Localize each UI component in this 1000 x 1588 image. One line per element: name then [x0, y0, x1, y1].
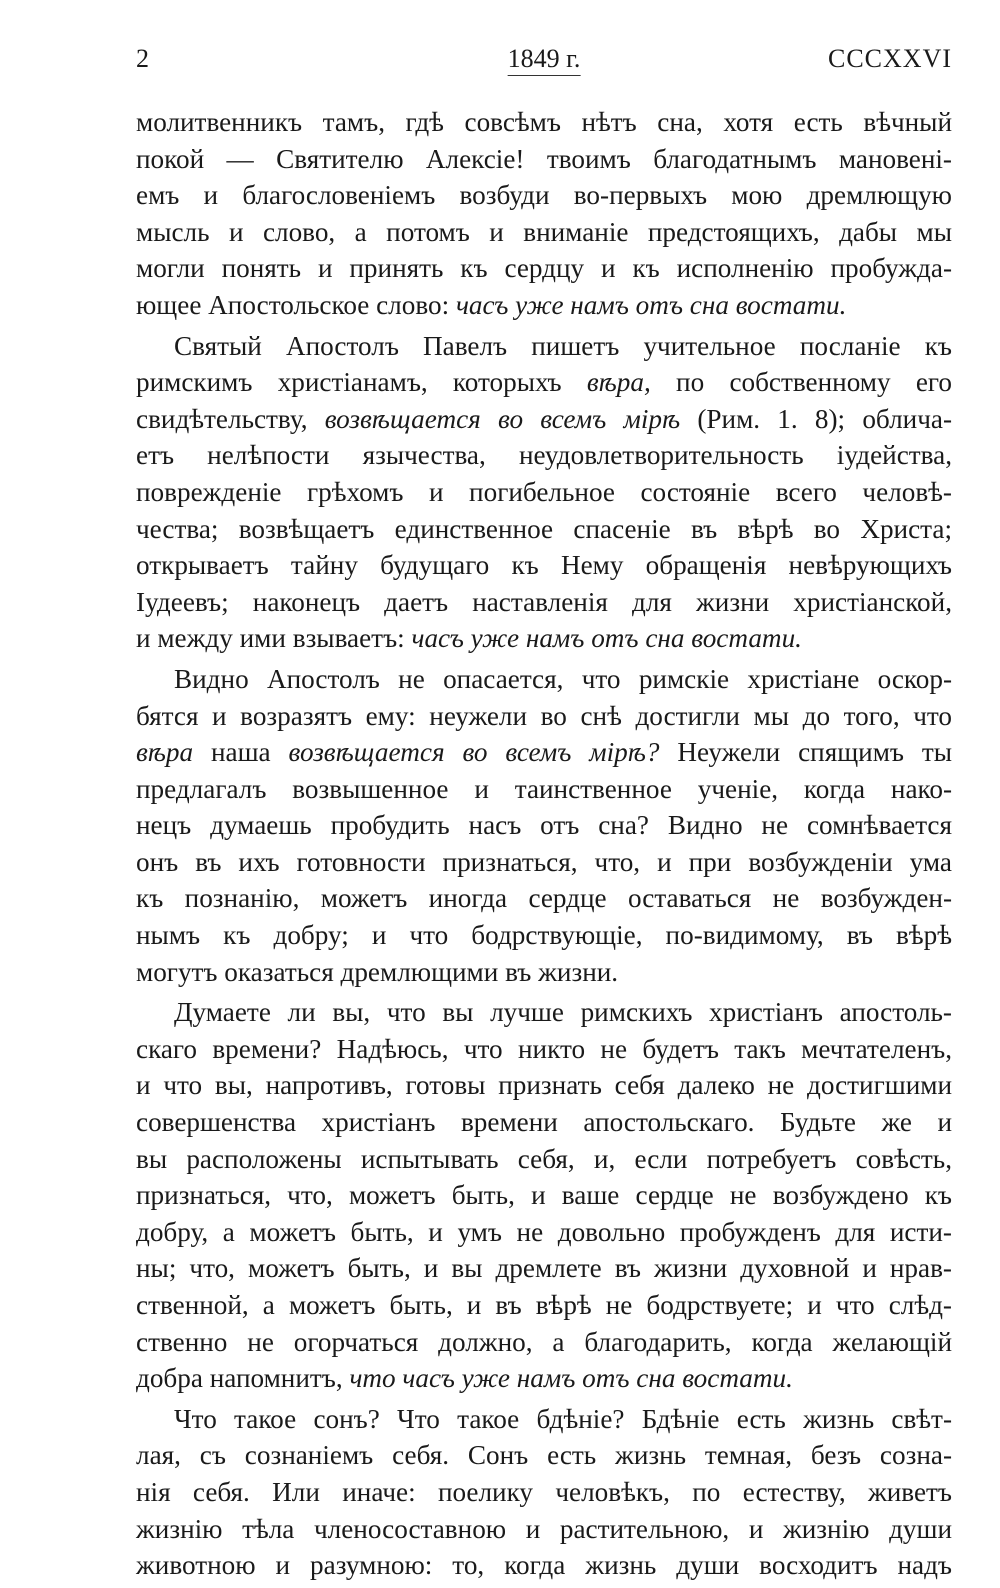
text-run: нецъ думаешь пробудить насъ отъ сна? Видно не сомнѣвается	[136, 810, 952, 841]
text-line	[136, 1511, 952, 1548]
text-line	[136, 994, 952, 1031]
italic-quote: вѣра	[136, 737, 194, 768]
text-line	[136, 1474, 952, 1511]
text-line	[136, 177, 952, 214]
text-run: животною и разумною: то, когда жизнь души восходитъ надъ	[136, 1550, 952, 1581]
text-line	[136, 511, 952, 548]
text-line	[136, 1067, 952, 1104]
text-line	[136, 1360, 952, 1397]
text-run: ственно не огорчаться должно, а благодарить, когда желающій	[136, 1326, 952, 1357]
text-line	[136, 1287, 952, 1324]
text-run: Неужели спящимъ ты	[659, 737, 953, 768]
text-run: къ познанію, можетъ иногда сердце оставаться не возбужден-	[136, 883, 952, 914]
text-line	[136, 954, 952, 991]
text-line	[136, 1141, 952, 1178]
text-run: лая, съ сознаніемъ себя. Сонъ есть жизнь темная, безъ созна-	[136, 1440, 952, 1471]
text-run: онъ въ ихъ готовности признаться, что, и при возбужденіи ума	[136, 846, 952, 877]
text-line	[136, 661, 952, 698]
text-run: могутъ оказаться дремлющими въ жизни.	[136, 956, 619, 987]
text-run: Святый Апостолъ Павелъ пишетъ учительное посланіе къ	[174, 330, 952, 361]
text-run: (Рим. 1. 8); облича-	[680, 403, 952, 434]
text-run: бятся и возразятъ ему: неужели во снѣ достигли мы до того, что	[136, 700, 952, 731]
text-run: ющее Апостольское слово:	[136, 289, 456, 320]
text-line	[136, 437, 952, 474]
text-line	[136, 1437, 952, 1474]
text-run: предлагалъ возвышенное и таинственное ученіе, когда нако-	[136, 773, 952, 804]
paragraph	[136, 1401, 952, 1584]
text-line	[136, 917, 952, 954]
text-line	[136, 1031, 952, 1068]
text-line	[136, 880, 952, 917]
text-line	[136, 807, 952, 844]
text-line	[136, 287, 952, 324]
text-line	[136, 364, 952, 401]
text-run: и что вы, напротивъ, готовы признать себя далеко не достигшими	[136, 1070, 952, 1101]
text-run: и между ими взываетъ:	[136, 623, 412, 654]
text-run: етъ нелѣпости язычества, неудовлетворительность іудейства,	[136, 440, 952, 471]
text-line	[136, 620, 952, 657]
header-section-number: CCCXXVI	[827, 44, 952, 73]
text-line	[136, 734, 952, 771]
paragraph	[136, 661, 952, 990]
text-run: Думаете ли вы, что вы лучше римскихъ христіанъ апостоль-	[174, 997, 952, 1028]
text-line	[136, 250, 952, 287]
text-line	[136, 1177, 952, 1214]
text-run: нымъ къ добру; и что бодрствующіе, по-видимому, въ вѣрѣ	[136, 920, 952, 951]
italic-quote: что часъ уже намъ отъ сна востати.	[349, 1363, 793, 1394]
text-run: мысль и слово, а потомъ и вниманіе предстоящихъ, дабы мы	[136, 216, 952, 247]
paragraph	[136, 328, 952, 657]
text-line	[136, 584, 952, 621]
text-line	[136, 1214, 952, 1251]
text-run: молитвенникъ тамъ, гдѣ совсѣмъ нѣтъ сна, хотя есть вѣчный	[136, 107, 952, 137]
text-line	[136, 1547, 952, 1584]
text-line	[136, 844, 952, 881]
text-run: емъ и благословеніемъ возбуди во-первыхъ мою дремлющую	[136, 180, 952, 211]
text-line	[136, 1250, 952, 1287]
text-line	[136, 547, 952, 584]
text-run: по собственному его	[650, 367, 952, 398]
italic-quote: вѣра,	[586, 367, 651, 398]
paragraph	[136, 994, 952, 1397]
text-run: Іудеевъ; наконецъ даетъ наставленія для жизни христіанской,	[136, 586, 952, 617]
text-line	[136, 771, 952, 808]
text-line	[136, 104, 952, 141]
text-run: вы расположены испытывать себя, и, если потребуетъ совѣсть,	[136, 1143, 952, 1174]
text-run: ственной, а можетъ быть, и въ вѣрѣ не бодрствуете; и что слѣд-	[136, 1290, 952, 1320]
text-line	[136, 141, 952, 178]
text-run: Что такое сонъ? Что такое бдѣніе? Бдѣніе есть жизнь свѣт-	[174, 1403, 952, 1434]
text-run: скаго времени? Надѣюсь, что никто не будетъ такъ мечтателенъ,	[136, 1033, 952, 1064]
text-line	[136, 328, 952, 365]
text-run: свидѣтельству,	[136, 403, 325, 434]
text-run: признаться, что, можетъ быть, и ваше сердце не возбуждено къ	[136, 1180, 952, 1211]
header-year: 1849 г.	[508, 44, 581, 76]
text-run: римскимъ христіанамъ, которыхъ	[136, 367, 587, 398]
text-run: совершенства христіанъ времени апостольскаго. Будьте же и	[136, 1107, 952, 1138]
text-line	[136, 1324, 952, 1361]
text-run: Видно Апостолъ не опасается, что римскіе христіане оскор-	[174, 663, 952, 694]
text-run: наша	[193, 737, 289, 768]
text-run: открываетъ тайну будущаго къ Нему обращенія невѣрующихъ	[136, 550, 952, 581]
text-line	[136, 698, 952, 735]
text-line	[136, 474, 952, 511]
text-line	[136, 1104, 952, 1141]
text-line	[136, 1401, 952, 1438]
page-number: 2	[136, 44, 149, 73]
text-run: ны; что, можетъ быть, и вы дремлете въ жизни духовной и нрав-	[136, 1253, 952, 1284]
paragraph	[136, 104, 952, 324]
text-run: нія себя. Или иначе: поелику человѣкъ, по естеству, живетъ	[136, 1476, 952, 1507]
text-run: жизнію тѣла членосоставною и растительною, и жизнію души	[136, 1513, 952, 1544]
text-run: покой — Святителю Алексіе! твоимъ благодатнымъ мановені-	[136, 143, 952, 174]
italic-quote: часъ уже намъ отъ сна востати.	[411, 623, 802, 654]
text-run: добру, а можетъ быть, и умъ не довольно пробужденъ для исти-	[136, 1216, 952, 1247]
text-run: поврежденіе грѣхомъ и погибельное состояніе всего человѣ-	[136, 476, 952, 507]
text-run: могли понять и принять къ сердцу и къ исполненію пробужда-	[136, 253, 952, 284]
text-run: добра напомнитъ,	[136, 1363, 350, 1394]
page-body	[136, 104, 952, 1588]
italic-quote: возвѣщается во всемъ мірѣ?	[288, 737, 660, 768]
text-run: чества; возвѣщаетъ единственное спасеніе въ вѣрѣ во Христа;	[136, 513, 952, 544]
text-line	[136, 214, 952, 251]
running-header	[136, 44, 952, 84]
italic-quote: часъ уже намъ отъ сна востати.	[455, 289, 847, 320]
italic-quote: возвѣщается во всемъ мірѣ	[324, 403, 681, 434]
text-line	[136, 401, 952, 438]
